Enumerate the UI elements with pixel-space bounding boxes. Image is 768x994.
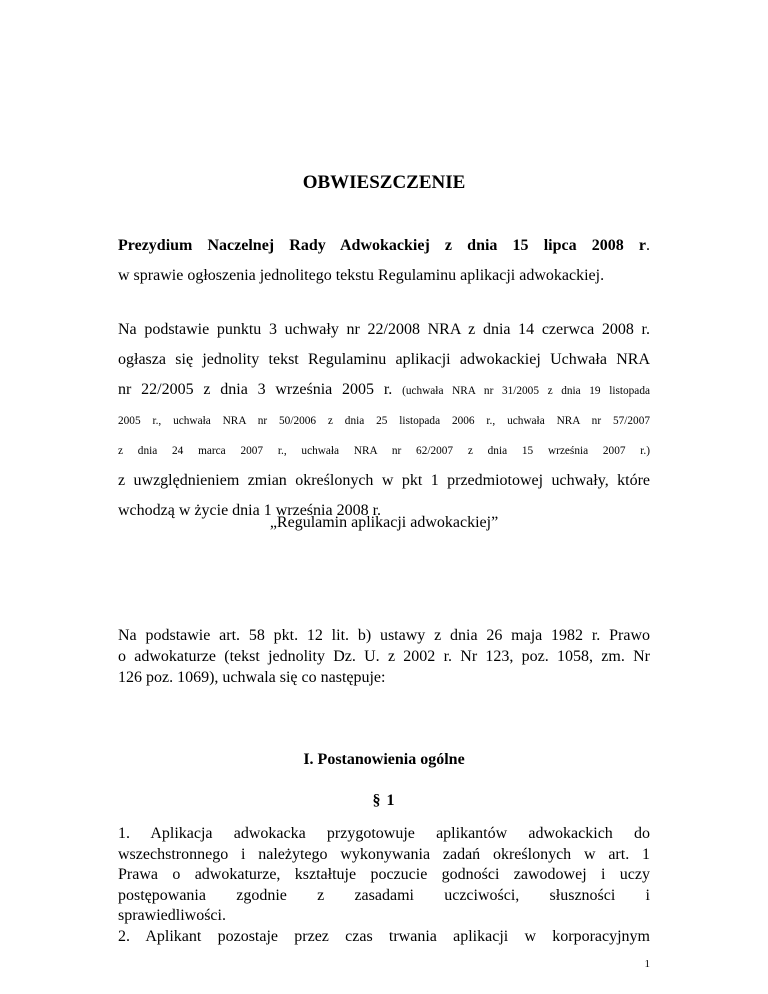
intro-line-2: w sprawie ogłoszenia jednolitego tekstu Regulaminu aplikacji adwokackiej.	[118, 267, 605, 284]
basis-paragraph	[118, 315, 650, 526]
basis-line-5: z dnia 24 marca 2007 r., uchwała NRA nr 62/2007 z dnia 15 września 2007 r.)	[118, 445, 650, 457]
legal-basis-paragraph	[118, 625, 650, 688]
body-line-2: wszechstronnego i należytego wykonywania zadań określonych w art. 1	[118, 845, 650, 863]
body-line-3: Prawa o adwokaturze, kształtuje poczucie godności zawodowej i uczy	[118, 866, 650, 883]
basis-line-2: ogłasza się jednolity tekst Regulaminu aplikacji adwokackiej Uchwała NRA	[118, 351, 650, 368]
body-line-4: postępowania zgodnie z zasadami uczciwości, słuszności i	[118, 886, 650, 904]
basis-line-4: 2005 r., uchwała NRA nr 50/2006 z dnia 25 listopada 2006 r., uchwała NRA nr 57/2007	[118, 415, 650, 427]
regulation-title: „Regulamin aplikacji adwokackiej”	[269, 514, 499, 531]
basis-line-7: wchodzą w życie dnia 1 września 2008 r.	[118, 502, 382, 519]
basis-line-6: z uwzględnieniem zmian określonych w pkt 1 przedmiotowej uchwały, które	[118, 472, 650, 489]
legal-basis-line-1: Na podstawie art. 58 pkt. 12 lit. b) ustawy z dnia 26 maja 1982 r. Prawo	[118, 627, 650, 644]
body-line-6: 2. Aplikant pozostaje przez czas trwania aplikacji w korporacyjnym	[118, 927, 650, 945]
section-heading: I. Postanowienia ogólne	[303, 751, 465, 768]
basis-line-1: Na podstawie punktu 3 uchwały nr 22/2008 NRA z dnia 14 czerwca 2008 r.	[118, 321, 650, 338]
body-line-1: 1. Aplikacja adwokacka przygotowuje aplikantów adwokackich do	[118, 825, 650, 842]
page-number: 1	[644, 958, 650, 970]
basis-line-3: nr 22/2005 z dnia 3 września 2005 r. (uchwała NRA nr 31/2005 z dnia 19 listopada	[118, 381, 650, 398]
body-paragraph	[118, 824, 650, 947]
document-title: OBWIESZCZENIE	[302, 172, 466, 193]
legal-basis-line-3: 126 poz. 1069), uchwala się co następuje:	[118, 669, 386, 686]
intro-paragraph	[118, 231, 650, 291]
paragraph-mark: § 1	[372, 792, 396, 809]
legal-basis-line-2: o adwokaturze (tekst jednolity Dz. U. z 2002 r. Nr 123, poz. 1058, zm. Nr	[118, 648, 650, 665]
body-line-5: sprawiedliwości.	[118, 907, 226, 924]
intro-line-1: Prezydium Naczelnej Rady Adwokackiej z dnia 15 lipca 2008 r.	[118, 237, 650, 254]
